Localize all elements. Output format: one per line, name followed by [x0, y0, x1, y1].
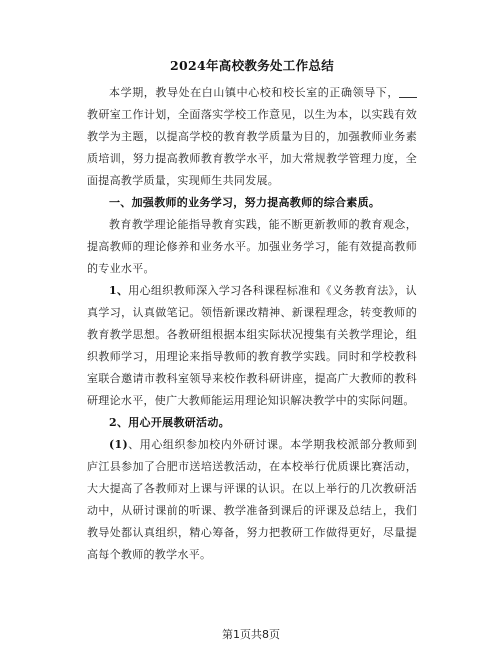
- section1-item1: [87, 280, 417, 412]
- section2-heading: 2、用心开展教研活动。: [109, 416, 230, 429]
- intro-text-end: 教研室工作计划，全面落实学校工作意见，以生为本，以实践有效教学为主题，以提高学校的教育教学质量为目的，加强教师业务素质培训，努力提高教师教育教学水平，加大常规教学管理力度，全面提高教学质量，实现师生共同发展。: [87, 108, 417, 187]
- blank-underline: [399, 85, 417, 98]
- section2-item1-number: (1): [109, 438, 128, 451]
- section1-paragraph: 教育教学理论能指导教育实践，能不断更新教师的教育观念，提高教师的理论修养和业务水平。加强业务学习，能有效提高教师的专业水平。: [87, 218, 417, 275]
- section1-item1-number: 1、: [109, 284, 129, 297]
- intro-text-start: 本学期，教导处在白山镇中心校和校长室的正确领导下，: [109, 86, 399, 99]
- section1-item1-text: 用心组织教师深入学习各科课程标准和《义务教育法》，认真学习，认真做笔记。领悟新课改精神、新课程理念，转变教师的教育教学思想。各教研组根据本组实际状况搜集有关教学理论，组织教师学习，用理论来指导教师的教育教学实践。同时和学校教科室联合邀请市教科室领导来校作教科研讲座，提高广大教师的教科研理论水平，使广大教师能运用理论知识解决教学中的实际问题。: [87, 284, 417, 407]
- page-number-footer: 第1页共8页: [222, 628, 280, 641]
- intro-paragraph: [87, 82, 417, 192]
- section2-item1-text: 、用心组织参加校内外研讨课。本学期我校派部分教师到庐江县参加了合肥市送培送教活动，在本校举行优质课比赛活动，大大提高了各教师对上课与评课的认识。在以上举行的几次教研活动中，从研讨课前的听课、教学准备到课后的评课及总结上，我们教导处都认真组织，精心筹备，努力把教研工作做得更好，尽量提高每个教师的教学水平。: [87, 438, 417, 561]
- section1-heading: 一、加强教师的业务学习，努力提高教师的综合素质。: [109, 196, 381, 209]
- document-body: [87, 56, 417, 566]
- section2-item1: [87, 434, 417, 566]
- document-title: 2024年高校教务处工作总结: [170, 58, 334, 73]
